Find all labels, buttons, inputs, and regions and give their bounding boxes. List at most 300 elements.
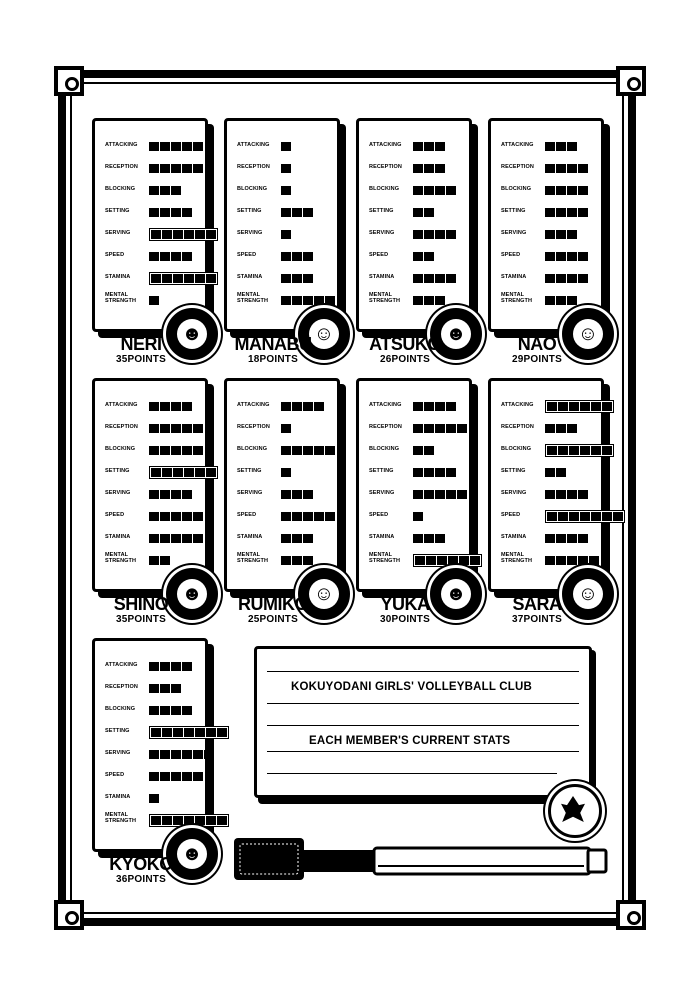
member-points: 35POINTS — [116, 354, 166, 365]
stat-value-bar — [545, 556, 599, 565]
stat-pip — [281, 274, 291, 283]
stat-pip — [602, 512, 612, 521]
stat-pip — [457, 490, 467, 499]
stat-value-bar — [545, 208, 588, 217]
stat-label: SERVING — [369, 490, 395, 496]
stat-pip — [182, 446, 192, 455]
stat-label: RECEPTION — [237, 424, 270, 430]
stat-value-bar — [545, 400, 614, 413]
stat-pip — [292, 534, 302, 543]
stat-pip — [149, 446, 159, 455]
stat-pip — [303, 274, 313, 283]
stat-pip — [424, 424, 434, 433]
stat-pip — [303, 402, 313, 411]
stat-value-bar — [413, 296, 445, 305]
stat-panel — [224, 118, 340, 332]
stat-pip — [435, 186, 445, 195]
stat-pip — [281, 296, 291, 305]
stat-pip — [448, 556, 458, 565]
stat-pip — [292, 512, 302, 521]
stat-pip — [556, 556, 566, 565]
stat-pip — [193, 424, 203, 433]
stat-pip — [435, 534, 445, 543]
title-panel — [254, 646, 592, 798]
stat-pip — [413, 274, 423, 283]
stat-pip — [556, 274, 566, 283]
member-points: 26POINTS — [380, 354, 430, 365]
stat-value-bar — [413, 534, 445, 543]
stat-pip — [160, 534, 170, 543]
stat-value-bar — [545, 424, 577, 433]
stat-pip — [173, 816, 183, 825]
stat-value-bar — [149, 402, 192, 411]
stat-pip — [151, 230, 161, 239]
stat-pip — [547, 402, 557, 411]
title-rule — [267, 751, 579, 752]
face-icon: ☺ — [573, 319, 603, 349]
stat-pip — [435, 402, 445, 411]
stat-value-bar — [149, 684, 181, 693]
stat-pip — [325, 512, 335, 521]
stat-pip — [547, 446, 557, 455]
stat-pip — [160, 402, 170, 411]
stat-pip — [195, 728, 205, 737]
face-icon: ☺ — [573, 579, 603, 609]
frame-corner-top-left — [54, 66, 84, 96]
stat-pip — [281, 142, 291, 151]
stat-pip — [413, 490, 423, 499]
stat-label: SERVING — [501, 230, 527, 236]
stat-value-bar — [149, 750, 214, 759]
stat-pip — [184, 230, 194, 239]
stat-pip — [149, 750, 159, 759]
stat-pip — [292, 274, 302, 283]
stat-label: SPEED — [369, 512, 389, 518]
stat-pip — [195, 468, 205, 477]
stat-pip — [206, 230, 216, 239]
stat-pip — [195, 816, 205, 825]
stat-pip — [314, 296, 324, 305]
stat-label: SERVING — [369, 230, 395, 236]
stat-label: MENTAL STRENGTH — [501, 292, 533, 304]
stat-label: BLOCKING — [237, 446, 268, 452]
stat-value-bar — [149, 706, 192, 715]
stat-pip — [589, 556, 599, 565]
stat-value-bar — [149, 662, 192, 671]
stat-pip — [149, 208, 159, 217]
stat-pip — [292, 252, 302, 261]
title-rule — [267, 703, 579, 704]
stat-label: STAMINA — [105, 794, 131, 800]
stat-pip — [314, 446, 324, 455]
stat-pip — [415, 556, 425, 565]
stat-value-bar — [149, 772, 203, 781]
stat-label: MENTAL STRENGTH — [501, 552, 533, 564]
stat-pip — [171, 424, 181, 433]
stat-pip — [149, 296, 159, 305]
stat-label: SETTING — [237, 208, 262, 214]
stat-pip — [149, 684, 159, 693]
stat-value-bar — [413, 424, 467, 433]
member-name: ATSUKO — [369, 334, 441, 354]
stat-pip — [217, 728, 227, 737]
stat-pip — [171, 446, 181, 455]
stat-pip — [580, 512, 590, 521]
stat-pip — [556, 424, 566, 433]
stat-pip — [184, 468, 194, 477]
stat-label: MENTAL STRENGTH — [105, 292, 137, 304]
stat-value-bar — [281, 252, 313, 261]
stat-value-bar — [545, 296, 577, 305]
stat-pip — [446, 274, 456, 283]
stat-value-bar — [149, 272, 218, 285]
stat-label: BLOCKING — [105, 446, 136, 452]
stat-pip — [184, 816, 194, 825]
stat-pip — [545, 230, 555, 239]
stat-pip — [182, 402, 192, 411]
stat-pip — [182, 208, 192, 217]
frame-corner-top-right — [616, 66, 646, 96]
stat-pip — [413, 252, 423, 261]
stat-pip — [160, 142, 170, 151]
stat-pip — [149, 424, 159, 433]
stat-pip — [470, 556, 480, 565]
stat-value-bar — [149, 296, 159, 305]
stat-pip — [602, 402, 612, 411]
stat-label: MENTAL STRENGTH — [105, 552, 137, 564]
stat-pip — [184, 274, 194, 283]
stat-value-bar — [281, 164, 291, 173]
face-icon: ☻ — [177, 839, 207, 869]
stat-pip — [292, 296, 302, 305]
stat-pip — [160, 186, 170, 195]
stat-label: RECEPTION — [369, 424, 402, 430]
stat-value-bar — [281, 490, 313, 499]
stat-value-bar — [149, 490, 192, 499]
stat-pip — [171, 772, 181, 781]
stat-value-bar — [413, 402, 456, 411]
member-card-yuka — [356, 378, 490, 638]
marker-pen-icon — [232, 836, 612, 884]
stat-value-bar — [149, 726, 229, 739]
stat-pip — [424, 142, 434, 151]
stat-value-bar — [545, 164, 588, 173]
stat-pip — [149, 534, 159, 543]
stat-pip — [162, 230, 172, 239]
stat-label: SPEED — [237, 252, 257, 258]
stat-pip — [173, 274, 183, 283]
stat-label: STAMINA — [237, 274, 263, 280]
face-icon: ☺ — [309, 579, 339, 609]
stat-label: SPEED — [369, 252, 389, 258]
stat-pip — [182, 662, 192, 671]
stat-pip — [567, 424, 577, 433]
stat-pip — [567, 186, 577, 195]
stat-pip — [567, 164, 577, 173]
stat-pip — [149, 164, 159, 173]
stat-pip — [171, 512, 181, 521]
stat-pip — [281, 186, 291, 195]
stat-label: RECEPTION — [105, 164, 138, 170]
stat-pip — [545, 252, 555, 261]
stat-pip — [567, 274, 577, 283]
stat-pip — [556, 208, 566, 217]
stat-pip — [435, 468, 445, 477]
stat-pip — [435, 296, 445, 305]
face-icon: ☺ — [309, 319, 339, 349]
stat-label: SERVING — [105, 230, 131, 236]
stat-pip — [206, 728, 216, 737]
stat-label: ATTACKING — [237, 402, 270, 408]
stat-value-bar — [281, 512, 335, 521]
stat-pip — [545, 296, 555, 305]
member-card-neri — [92, 118, 226, 378]
stat-pip — [413, 208, 423, 217]
stat-label: SERVING — [105, 750, 131, 756]
stat-pip — [162, 274, 172, 283]
stat-pip — [325, 296, 335, 305]
stat-pip — [413, 296, 423, 305]
stat-label: BLOCKING — [237, 186, 268, 192]
stat-label: ATTACKING — [501, 142, 534, 148]
club-title: KOKUYODANI GIRLS' VOLLEYBALL CLUB — [291, 681, 533, 693]
stat-value-bar — [413, 468, 456, 477]
stat-value-bar — [149, 164, 203, 173]
stat-pip — [413, 164, 423, 173]
stat-pip — [292, 490, 302, 499]
stat-value-bar — [545, 510, 625, 523]
stat-label: ATTACKING — [369, 402, 402, 408]
stat-label: SETTING — [369, 468, 394, 474]
stat-pip — [160, 662, 170, 671]
stat-pip — [558, 402, 568, 411]
stat-label: RECEPTION — [369, 164, 402, 170]
stat-pip — [602, 446, 612, 455]
stat-pip — [424, 296, 434, 305]
stat-value-bar — [545, 274, 588, 283]
stat-label: STAMINA — [237, 534, 263, 540]
stat-label: ATTACKING — [105, 402, 138, 408]
stat-value-bar — [413, 274, 456, 283]
stat-pip — [545, 274, 555, 283]
member-points: 37POINTS — [512, 614, 562, 625]
stat-pip — [151, 274, 161, 283]
member-name: NERI — [120, 334, 162, 354]
stat-pip — [281, 230, 291, 239]
stat-value-bar — [149, 446, 203, 455]
stat-pip — [149, 512, 159, 521]
stat-pip — [171, 662, 181, 671]
stat-pip — [303, 534, 313, 543]
stat-label: MENTAL STRENGTH — [237, 552, 269, 564]
stat-label: SETTING — [105, 468, 130, 474]
stat-panel — [224, 378, 340, 592]
stat-pip — [569, 512, 579, 521]
stat-pip — [182, 512, 192, 521]
stat-pip — [171, 142, 181, 151]
stat-value-bar — [281, 446, 335, 455]
stat-label: STAMINA — [369, 534, 395, 540]
stat-pip — [281, 402, 291, 411]
stat-pip — [426, 556, 436, 565]
member-card-atsuko — [356, 118, 490, 378]
stat-pip — [171, 490, 181, 499]
stat-pip — [149, 252, 159, 261]
stat-value-bar — [545, 444, 614, 457]
stat-pip — [591, 446, 601, 455]
stat-pip — [204, 750, 214, 759]
stat-value-bar — [149, 556, 170, 565]
stat-pip — [558, 512, 568, 521]
stat-label: SPEED — [237, 512, 257, 518]
stat-pip — [160, 164, 170, 173]
stat-pip — [182, 424, 192, 433]
stat-label: BLOCKING — [369, 186, 400, 192]
stat-pip — [556, 296, 566, 305]
stat-pip — [424, 252, 434, 261]
frame-corner-bottom-left — [54, 900, 84, 930]
stat-pip — [545, 186, 555, 195]
stat-label: SETTING — [105, 728, 130, 734]
stat-pip — [578, 164, 588, 173]
stat-pip — [580, 402, 590, 411]
member-name: YUKA — [380, 594, 430, 614]
stat-value-bar — [545, 230, 577, 239]
stat-pip — [424, 490, 434, 499]
stat-pip — [547, 512, 557, 521]
stat-pip — [413, 186, 423, 195]
stat-pip — [171, 684, 181, 693]
stat-value-bar — [545, 252, 588, 261]
stat-pip — [151, 816, 161, 825]
stat-pip — [281, 468, 291, 477]
stat-pip — [281, 490, 291, 499]
stat-pip — [149, 490, 159, 499]
stat-pip — [545, 468, 555, 477]
stat-pip — [292, 446, 302, 455]
stat-pip — [193, 772, 203, 781]
stat-value-bar — [281, 402, 324, 411]
stat-pip — [545, 424, 555, 433]
member-points: 18POINTS — [248, 354, 298, 365]
stat-value-bar — [281, 274, 313, 283]
stat-pip — [578, 208, 588, 217]
stats-subtitle: EACH MEMBER'S CURRENT STATS — [309, 735, 511, 747]
stat-pip — [184, 728, 194, 737]
stat-label: SERVING — [237, 230, 263, 236]
stat-pip — [567, 252, 577, 261]
stat-pip — [160, 772, 170, 781]
stat-pip — [160, 490, 170, 499]
stat-pip — [567, 230, 577, 239]
stat-pip — [556, 468, 566, 477]
stat-value-bar — [149, 208, 192, 217]
stat-pip — [567, 556, 577, 565]
stat-pip — [206, 468, 216, 477]
stat-pip — [281, 446, 291, 455]
member-card-sara — [488, 378, 622, 638]
member-card-kyoko — [92, 638, 226, 898]
stat-pip — [160, 208, 170, 217]
member-name: SHINO — [113, 594, 169, 614]
stat-pip — [149, 142, 159, 151]
stat-label: ATTACKING — [105, 142, 138, 148]
stat-pip — [435, 424, 445, 433]
stat-pip — [435, 164, 445, 173]
stat-pip — [292, 208, 302, 217]
stat-pip — [182, 772, 192, 781]
face-icon: ☻ — [441, 579, 471, 609]
stat-value-bar — [545, 534, 588, 543]
title-rule — [267, 725, 579, 726]
stat-pip — [446, 402, 456, 411]
stat-pip — [160, 252, 170, 261]
stat-pip — [413, 424, 423, 433]
stat-label: SPEED — [105, 512, 125, 518]
stat-value-bar — [281, 556, 313, 565]
stat-pip — [413, 402, 423, 411]
stat-pip — [413, 446, 423, 455]
stat-label: BLOCKING — [105, 706, 136, 712]
stat-value-bar — [545, 142, 577, 151]
stat-pip — [281, 556, 291, 565]
stat-label: BLOCKING — [369, 446, 400, 452]
stat-pip — [435, 490, 445, 499]
stat-pip — [303, 512, 313, 521]
stat-pip — [193, 446, 203, 455]
stat-pip — [457, 424, 467, 433]
stat-pip — [424, 164, 434, 173]
stat-value-bar — [149, 186, 181, 195]
stat-pip — [567, 142, 577, 151]
stat-pip — [424, 446, 434, 455]
stat-pip — [613, 512, 623, 521]
stat-pip — [193, 142, 203, 151]
stat-pip — [556, 142, 566, 151]
member-name: SARA — [512, 594, 562, 614]
stat-pip — [171, 402, 181, 411]
stat-pip — [281, 534, 291, 543]
stat-pip — [545, 164, 555, 173]
stat-label: STAMINA — [501, 534, 527, 540]
stat-panel — [356, 378, 472, 592]
stat-label: RECEPTION — [501, 164, 534, 170]
stat-pip — [149, 706, 159, 715]
stat-pip — [303, 208, 313, 217]
stat-pip — [149, 186, 159, 195]
stat-pip — [182, 164, 192, 173]
stat-label: SETTING — [369, 208, 394, 214]
stat-pip — [325, 446, 335, 455]
stat-value-bar — [545, 490, 588, 499]
stat-value-bar — [281, 534, 313, 543]
stat-pip — [578, 556, 588, 565]
stat-pip — [569, 402, 579, 411]
stat-pip — [149, 556, 159, 565]
stat-pip — [578, 274, 588, 283]
stat-panel — [488, 378, 604, 592]
stat-pip — [281, 252, 291, 261]
stat-value-bar — [281, 186, 291, 195]
member-points: 25POINTS — [248, 614, 298, 625]
stat-pip — [424, 208, 434, 217]
stat-value-bar — [281, 142, 291, 151]
stat-label: ATTACKING — [369, 142, 402, 148]
stat-label: RECEPTION — [237, 164, 270, 170]
stat-pip — [556, 164, 566, 173]
stat-pip — [446, 186, 456, 195]
stat-pip — [558, 446, 568, 455]
